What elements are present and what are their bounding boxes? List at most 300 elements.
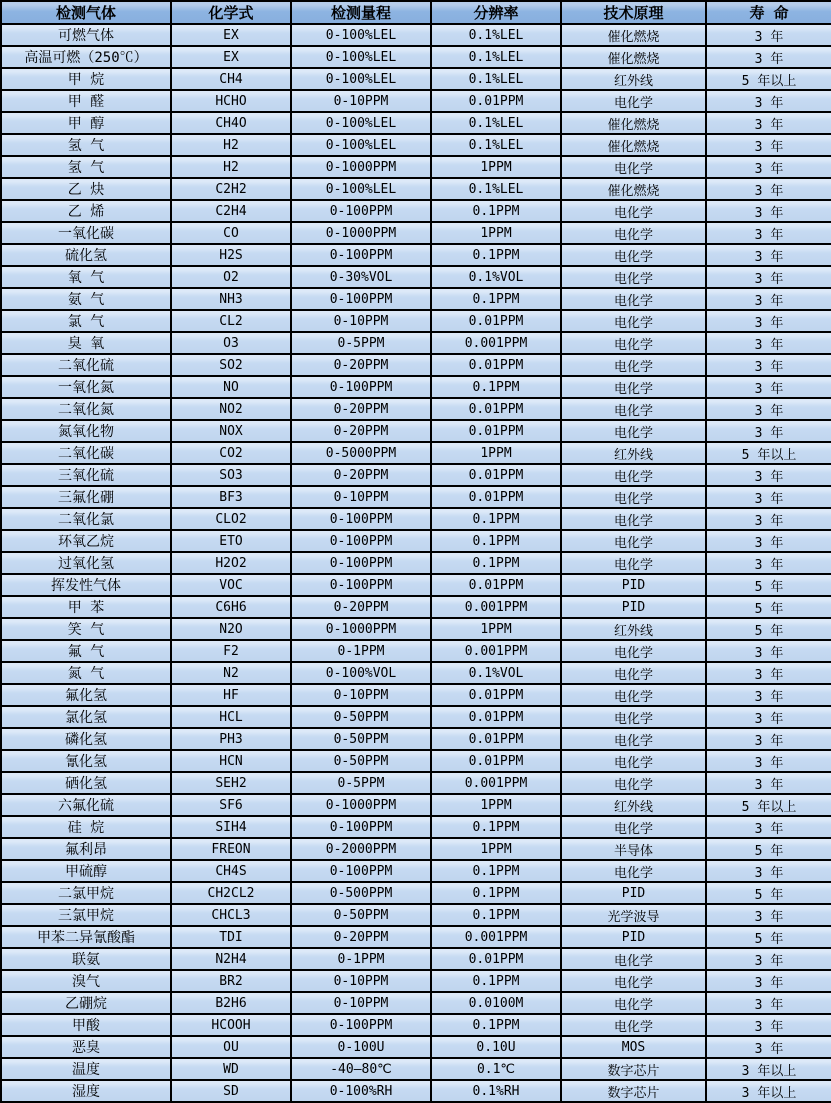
cell-range: 0-1000PPM (291, 794, 431, 816)
cell-gas: 环氧乙烷 (1, 530, 171, 552)
cell-range: 0-20PPM (291, 354, 431, 376)
cell-range: 0-20PPM (291, 420, 431, 442)
cell-principle: 电化学 (561, 310, 706, 332)
cell-resolution: 0.1%LEL (431, 46, 561, 68)
cell-formula: ETO (171, 530, 291, 552)
cell-lifespan: 3 年 (706, 1036, 831, 1058)
cell-range: 0-30%VOL (291, 266, 431, 288)
table-row (1, 266, 831, 288)
cell-resolution: 0.1%LEL (431, 178, 561, 200)
cell-range: 0-100PPM (291, 816, 431, 838)
cell-gas: 二氧化碳 (1, 442, 171, 464)
cell-range: 0-10PPM (291, 992, 431, 1014)
cell-resolution: 0.01PPM (431, 574, 561, 596)
column-header-lifespan: 寿 命 (706, 1, 831, 24)
cell-principle: 电化学 (561, 288, 706, 310)
cell-resolution: 0.0100M (431, 992, 561, 1014)
cell-range: 0-50PPM (291, 706, 431, 728)
cell-gas: 甲 醛 (1, 90, 171, 112)
cell-principle: 红外线 (561, 794, 706, 816)
cell-range: 0-1000PPM (291, 222, 431, 244)
cell-lifespan: 3 年 (706, 1014, 831, 1036)
table-row (1, 530, 831, 552)
cell-lifespan: 3 年 (706, 750, 831, 772)
cell-range: 0-1PPM (291, 948, 431, 970)
cell-principle: PID (561, 596, 706, 618)
cell-principle: 红外线 (561, 442, 706, 464)
cell-range: 0-50PPM (291, 904, 431, 926)
cell-resolution: 0.1%LEL (431, 68, 561, 90)
cell-resolution: 0.01PPM (431, 750, 561, 772)
cell-resolution: 0.01PPM (431, 398, 561, 420)
cell-resolution: 0.01PPM (431, 464, 561, 486)
cell-gas: 氟化氢 (1, 684, 171, 706)
cell-range: 0-10PPM (291, 486, 431, 508)
cell-formula: CH4S (171, 860, 291, 882)
cell-range: 0-500PPM (291, 882, 431, 904)
cell-gas: 甲 苯 (1, 596, 171, 618)
cell-resolution: 0.1PPM (431, 508, 561, 530)
cell-gas: 氢 气 (1, 134, 171, 156)
cell-principle: 电化学 (561, 860, 706, 882)
cell-resolution: 0.01PPM (431, 728, 561, 750)
cell-lifespan: 3 年 (706, 266, 831, 288)
cell-principle: 电化学 (561, 992, 706, 1014)
cell-gas: 硅 烷 (1, 816, 171, 838)
cell-gas: 二氧化氯 (1, 508, 171, 530)
column-header-principle: 技术原理 (561, 1, 706, 24)
table-row (1, 860, 831, 882)
cell-formula: HCN (171, 750, 291, 772)
table-row (1, 112, 831, 134)
cell-lifespan: 3 年 (706, 90, 831, 112)
cell-principle: 电化学 (561, 948, 706, 970)
cell-resolution: 0.01PPM (431, 90, 561, 112)
cell-formula: SO3 (171, 464, 291, 486)
cell-range: 0-100%LEL (291, 46, 431, 68)
cell-principle: 电化学 (561, 530, 706, 552)
cell-resolution: 0.001PPM (431, 926, 561, 948)
cell-gas: 联氨 (1, 948, 171, 970)
cell-formula: B2H6 (171, 992, 291, 1014)
cell-formula: CH2CL2 (171, 882, 291, 904)
table-row (1, 1058, 831, 1080)
cell-lifespan: 3 年 (706, 200, 831, 222)
table-row (1, 398, 831, 420)
cell-formula: F2 (171, 640, 291, 662)
table-row (1, 596, 831, 618)
cell-formula: EX (171, 46, 291, 68)
table-row (1, 750, 831, 772)
cell-lifespan: 3 年 (706, 112, 831, 134)
cell-gas: 甲酸 (1, 1014, 171, 1036)
cell-resolution: 0.10U (431, 1036, 561, 1058)
cell-resolution: 0.01PPM (431, 420, 561, 442)
cell-lifespan: 5 年 (706, 574, 831, 596)
cell-range: 0-100%LEL (291, 24, 431, 46)
cell-range: 0-10PPM (291, 310, 431, 332)
table-row (1, 24, 831, 46)
cell-lifespan: 3 年 (706, 464, 831, 486)
cell-gas: 笑 气 (1, 618, 171, 640)
cell-gas: 高温可燃（250℃） (1, 46, 171, 68)
table-row (1, 200, 831, 222)
cell-resolution: 0.01PPM (431, 948, 561, 970)
cell-principle: 电化学 (561, 750, 706, 772)
cell-range: 0-100PPM (291, 574, 431, 596)
cell-gas: 三氟化硼 (1, 486, 171, 508)
cell-gas: 氟 气 (1, 640, 171, 662)
cell-principle: 红外线 (561, 618, 706, 640)
cell-formula: H2O2 (171, 552, 291, 574)
cell-resolution: 0.1PPM (431, 244, 561, 266)
cell-principle: 电化学 (561, 1014, 706, 1036)
cell-lifespan: 3 年 (706, 134, 831, 156)
cell-lifespan: 3 年 (706, 860, 831, 882)
table-row (1, 486, 831, 508)
cell-principle: 电化学 (561, 266, 706, 288)
cell-formula: NO2 (171, 398, 291, 420)
cell-principle: 电化学 (561, 464, 706, 486)
cell-lifespan: 5 年 (706, 596, 831, 618)
cell-gas: 恶臭 (1, 1036, 171, 1058)
cell-principle: 电化学 (561, 200, 706, 222)
cell-formula: H2S (171, 244, 291, 266)
cell-resolution: 0.1PPM (431, 816, 561, 838)
cell-gas: 挥发性气体 (1, 574, 171, 596)
cell-range: 0-1000PPM (291, 156, 431, 178)
cell-gas: 二氯甲烷 (1, 882, 171, 904)
cell-range: 0-100PPM (291, 552, 431, 574)
cell-lifespan: 5 年 (706, 838, 831, 860)
cell-resolution: 0.1%LEL (431, 134, 561, 156)
cell-principle: 电化学 (561, 684, 706, 706)
table-body (1, 24, 831, 1102)
cell-lifespan: 3 年 (706, 728, 831, 750)
cell-gas: 乙硼烷 (1, 992, 171, 1014)
cell-range: 0-100PPM (291, 1014, 431, 1036)
cell-gas: 硒化氢 (1, 772, 171, 794)
cell-principle: PID (561, 882, 706, 904)
table-row (1, 420, 831, 442)
cell-lifespan: 3 年 (706, 24, 831, 46)
cell-formula: CH4 (171, 68, 291, 90)
cell-resolution: 0.1%VOL (431, 662, 561, 684)
cell-gas: 温度 (1, 1058, 171, 1080)
cell-resolution: 0.1PPM (431, 970, 561, 992)
cell-resolution: 0.001PPM (431, 640, 561, 662)
header-row (1, 1, 831, 24)
cell-principle: 电化学 (561, 970, 706, 992)
cell-gas: 磷化氢 (1, 728, 171, 750)
table-row (1, 728, 831, 750)
cell-gas: 氮 气 (1, 662, 171, 684)
cell-formula: N2 (171, 662, 291, 684)
table-row (1, 222, 831, 244)
cell-lifespan: 3 年 (706, 222, 831, 244)
cell-range: 0-100%RH (291, 1080, 431, 1102)
table-row (1, 354, 831, 376)
cell-resolution: 0.1PPM (431, 530, 561, 552)
cell-formula: BF3 (171, 486, 291, 508)
cell-principle: 电化学 (561, 222, 706, 244)
cell-principle: 电化学 (561, 376, 706, 398)
cell-gas: 硫化氢 (1, 244, 171, 266)
cell-principle: 电化学 (561, 398, 706, 420)
cell-formula: C2H4 (171, 200, 291, 222)
cell-formula: O3 (171, 332, 291, 354)
cell-lifespan: 3 年 (706, 992, 831, 1014)
table-row (1, 46, 831, 68)
cell-lifespan: 3 年 (706, 420, 831, 442)
table-row (1, 288, 831, 310)
cell-range: 0-100PPM (291, 288, 431, 310)
cell-principle: 催化燃烧 (561, 46, 706, 68)
cell-formula: HCOOH (171, 1014, 291, 1036)
table-row (1, 552, 831, 574)
table-row (1, 134, 831, 156)
table-row (1, 904, 831, 926)
cell-principle: 半导体 (561, 838, 706, 860)
cell-lifespan: 3 年 (706, 640, 831, 662)
cell-gas: 氯 气 (1, 310, 171, 332)
cell-gas: 氟利昂 (1, 838, 171, 860)
cell-gas: 六氟化硫 (1, 794, 171, 816)
cell-resolution: 0.001PPM (431, 332, 561, 354)
cell-principle: 电化学 (561, 706, 706, 728)
cell-lifespan: 5 年以上 (706, 794, 831, 816)
cell-principle: 数字芯片 (561, 1058, 706, 1080)
cell-formula: O2 (171, 266, 291, 288)
cell-resolution: 0.01PPM (431, 706, 561, 728)
cell-resolution: 0.1PPM (431, 200, 561, 222)
cell-resolution: 0.01PPM (431, 684, 561, 706)
table-row (1, 90, 831, 112)
cell-formula: N2O (171, 618, 291, 640)
cell-resolution: 0.1PPM (431, 882, 561, 904)
cell-lifespan: 3 年 (706, 244, 831, 266)
cell-principle: 电化学 (561, 552, 706, 574)
cell-range: 0-10PPM (291, 970, 431, 992)
cell-resolution: 0.01PPM (431, 310, 561, 332)
cell-gas: 甲 烷 (1, 68, 171, 90)
cell-resolution: 0.1PPM (431, 1014, 561, 1036)
cell-range: 0-20PPM (291, 464, 431, 486)
cell-principle: 电化学 (561, 420, 706, 442)
cell-range: 0-5PPM (291, 332, 431, 354)
cell-principle: 电化学 (561, 486, 706, 508)
cell-range: 0-1000PPM (291, 618, 431, 640)
cell-formula: HCHO (171, 90, 291, 112)
cell-principle: 催化燃烧 (561, 24, 706, 46)
cell-range: 0-100PPM (291, 244, 431, 266)
cell-formula: C6H6 (171, 596, 291, 618)
column-header-range: 检测量程 (291, 1, 431, 24)
cell-resolution: 1PPM (431, 156, 561, 178)
cell-gas: 甲 醇 (1, 112, 171, 134)
cell-formula: CO2 (171, 442, 291, 464)
cell-lifespan: 3 年 (706, 398, 831, 420)
cell-formula: FREON (171, 838, 291, 860)
cell-lifespan: 3 年 (706, 46, 831, 68)
cell-lifespan: 3 年 (706, 376, 831, 398)
cell-principle: 电化学 (561, 354, 706, 376)
cell-range: 0-100PPM (291, 508, 431, 530)
column-header-gas: 检测气体 (1, 1, 171, 24)
cell-range: 0-100%LEL (291, 112, 431, 134)
cell-gas: 乙 烯 (1, 200, 171, 222)
cell-range: 0-20PPM (291, 926, 431, 948)
cell-formula: NO (171, 376, 291, 398)
cell-formula: OU (171, 1036, 291, 1058)
cell-resolution: 0.01PPM (431, 486, 561, 508)
cell-range: -40—80℃ (291, 1058, 431, 1080)
cell-range: 0-100%LEL (291, 178, 431, 200)
cell-range: 0-10PPM (291, 90, 431, 112)
table-row (1, 1080, 831, 1102)
table-row (1, 68, 831, 90)
cell-lifespan: 3 年 (706, 684, 831, 706)
cell-formula: H2 (171, 134, 291, 156)
cell-formula: EX (171, 24, 291, 46)
cell-formula: WD (171, 1058, 291, 1080)
table-row (1, 684, 831, 706)
cell-range: 0-2000PPM (291, 838, 431, 860)
cell-resolution: 0.1℃ (431, 1058, 561, 1080)
cell-gas: 甲硫醇 (1, 860, 171, 882)
cell-gas: 湿度 (1, 1080, 171, 1102)
cell-resolution: 1PPM (431, 442, 561, 464)
cell-lifespan: 3 年 (706, 332, 831, 354)
table-row (1, 332, 831, 354)
cell-lifespan: 3 年 (706, 288, 831, 310)
cell-range: 0-100PPM (291, 530, 431, 552)
cell-lifespan: 3 年 (706, 772, 831, 794)
cell-lifespan: 3 年 (706, 508, 831, 530)
cell-range: 0-100%VOL (291, 662, 431, 684)
cell-formula: C2H2 (171, 178, 291, 200)
cell-range: 0-20PPM (291, 398, 431, 420)
cell-lifespan: 3 年 (706, 970, 831, 992)
cell-gas: 溴气 (1, 970, 171, 992)
cell-resolution: 0.001PPM (431, 596, 561, 618)
cell-gas: 二氧化硫 (1, 354, 171, 376)
cell-gas: 一氧化碳 (1, 222, 171, 244)
table-row (1, 640, 831, 662)
cell-formula: N2H4 (171, 948, 291, 970)
cell-formula: CL2 (171, 310, 291, 332)
cell-lifespan: 3 年 (706, 662, 831, 684)
cell-gas: 一氧化氮 (1, 376, 171, 398)
cell-gas: 氯化氢 (1, 706, 171, 728)
cell-lifespan: 3 年 (706, 904, 831, 926)
cell-gas: 甲苯二异氰酸酯 (1, 926, 171, 948)
cell-formula: CLO2 (171, 508, 291, 530)
table-row (1, 244, 831, 266)
cell-principle: 电化学 (561, 332, 706, 354)
cell-resolution: 0.1PPM (431, 376, 561, 398)
cell-resolution: 0.01PPM (431, 354, 561, 376)
table-row (1, 1036, 831, 1058)
cell-principle: 电化学 (561, 156, 706, 178)
cell-formula: HCL (171, 706, 291, 728)
cell-gas: 臭 氧 (1, 332, 171, 354)
cell-range: 0-100PPM (291, 376, 431, 398)
cell-lifespan: 3 年 (706, 354, 831, 376)
cell-range: 0-100PPM (291, 860, 431, 882)
cell-gas: 三氧化硫 (1, 464, 171, 486)
cell-range: 0-100U (291, 1036, 431, 1058)
cell-lifespan: 5 年以上 (706, 68, 831, 90)
cell-gas: 氮氧化物 (1, 420, 171, 442)
cell-resolution: 1PPM (431, 838, 561, 860)
cell-principle: MOS (561, 1036, 706, 1058)
table-row (1, 926, 831, 948)
table-row (1, 706, 831, 728)
cell-resolution: 0.1PPM (431, 860, 561, 882)
cell-principle: 电化学 (561, 90, 706, 112)
table-row (1, 948, 831, 970)
table-row (1, 574, 831, 596)
cell-principle: PID (561, 926, 706, 948)
cell-formula: CH4O (171, 112, 291, 134)
cell-principle: 电化学 (561, 244, 706, 266)
cell-principle: 红外线 (561, 68, 706, 90)
cell-formula: CHCL3 (171, 904, 291, 926)
cell-lifespan: 3 年 (706, 706, 831, 728)
cell-resolution: 0.1%LEL (431, 112, 561, 134)
cell-principle: 电化学 (561, 662, 706, 684)
cell-principle: PID (561, 574, 706, 596)
cell-gas: 过氧化氢 (1, 552, 171, 574)
cell-resolution: 0.1%VOL (431, 266, 561, 288)
cell-range: 0-50PPM (291, 750, 431, 772)
cell-lifespan: 5 年 (706, 926, 831, 948)
cell-formula: HF (171, 684, 291, 706)
table-row (1, 772, 831, 794)
table-row (1, 442, 831, 464)
cell-lifespan: 3 年 (706, 552, 831, 574)
cell-range: 0-100PPM (291, 200, 431, 222)
table-row (1, 970, 831, 992)
cell-lifespan: 3 年 (706, 816, 831, 838)
cell-formula: VOC (171, 574, 291, 596)
cell-range: 0-20PPM (291, 596, 431, 618)
cell-principle: 电化学 (561, 640, 706, 662)
table-row (1, 838, 831, 860)
cell-lifespan: 5 年以上 (706, 442, 831, 464)
cell-formula: CO (171, 222, 291, 244)
table-row (1, 882, 831, 904)
cell-principle: 催化燃烧 (561, 178, 706, 200)
cell-range: 0-100%LEL (291, 68, 431, 90)
table-row (1, 1014, 831, 1036)
table-row (1, 508, 831, 530)
cell-resolution: 0.1PPM (431, 904, 561, 926)
cell-lifespan: 3 年 (706, 156, 831, 178)
cell-gas: 三氯甲烷 (1, 904, 171, 926)
cell-resolution: 0.1PPM (431, 288, 561, 310)
cell-formula: SIH4 (171, 816, 291, 838)
cell-gas: 可燃气体 (1, 24, 171, 46)
cell-lifespan: 3 年 (706, 948, 831, 970)
cell-gas: 二氧化氮 (1, 398, 171, 420)
table-row (1, 662, 831, 684)
cell-lifespan: 3 年 (706, 530, 831, 552)
table-row (1, 816, 831, 838)
cell-lifespan: 3 年 (706, 486, 831, 508)
table-row (1, 794, 831, 816)
